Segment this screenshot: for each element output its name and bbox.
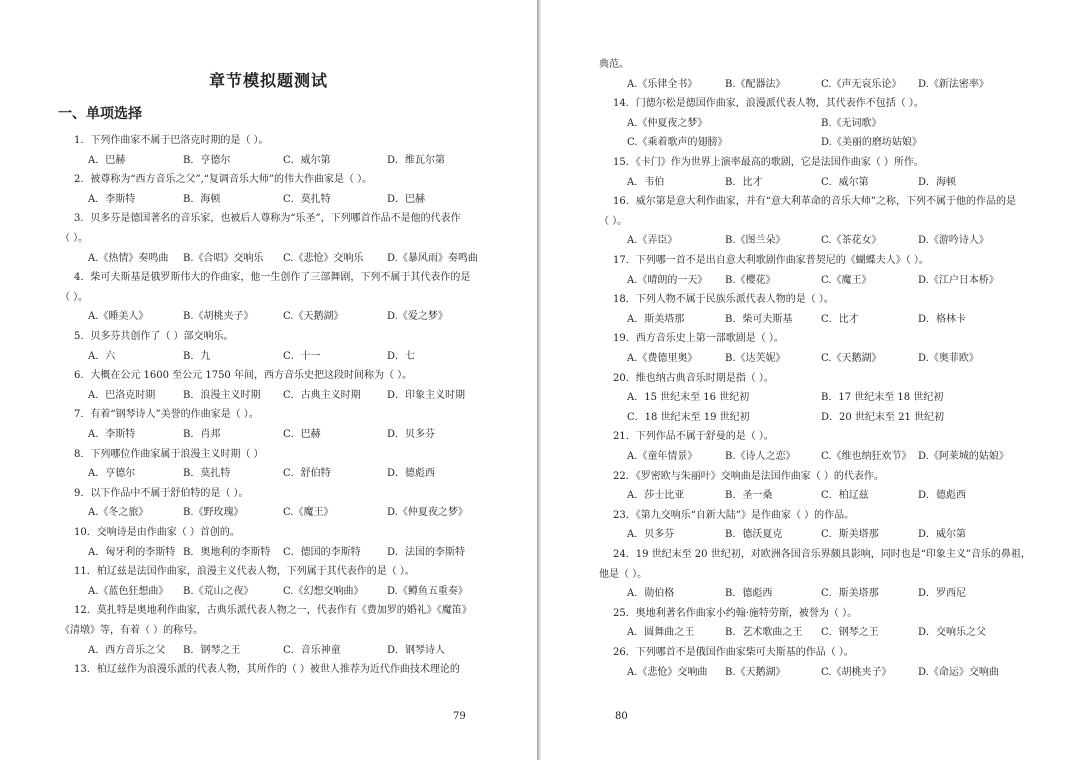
question-text: 25．奥地利著名作曲家小约翰·施特劳斯，被誉为（ ）。 (613, 607, 858, 619)
answer-option: C.《魔王》 (821, 274, 872, 286)
answer-option: D.《新法密率》 (918, 78, 989, 90)
left-page (0, 0, 537, 760)
answer-option: C．柏辽兹 (821, 490, 869, 502)
question-text: 11．柏辽兹是法国作曲家，浪漫主义代表人物，下列属于其代表作的是（ ）。 (74, 566, 415, 578)
answer-option: D．贝多芬 (387, 429, 436, 440)
right-page (541, 0, 1080, 760)
answer-option: B．奥地利的李斯特 (183, 546, 271, 558)
answer-option: A．圆舞曲之王 (627, 627, 695, 639)
answer-option: B.《合唱》交响乐 (183, 252, 264, 264)
answer-option: D.《阿莱城的姑娘》 (918, 451, 1009, 462)
question-continuation: 他是（ ）。 (599, 568, 648, 580)
answer-option: C．钢琴之王 (821, 627, 879, 639)
answer-option: A．巴赫 (88, 154, 126, 166)
answer-option: A．15 世纪末至 16 世纪初 (627, 392, 750, 404)
answer-option: B．德沃夏克 (725, 529, 783, 541)
answer-option: B.《荒山之夜》 (183, 585, 254, 597)
page-title: 章节模拟题测试 (208, 71, 328, 90)
answer-option: C．十一 (283, 350, 321, 362)
question-text: 16．威尔第是意大利作曲家，并有“意大利革命的音乐大师”之称，下列不属于他的作品的是 (613, 196, 1016, 208)
answer-option: C．舒伯特 (283, 468, 331, 480)
answer-option: C.《天鹅湖》 (283, 311, 344, 323)
answer-option: C.《维也纳狂欢节》 (821, 451, 912, 462)
question-text: 14．门德尔松是德国作曲家，浪漫派代表人物，其代表作不包括（ ）。 (613, 98, 924, 110)
answer-option: A．莎士比亚 (627, 490, 685, 502)
question-text: 21．下列作品不属于舒曼的是（ ）。 (613, 431, 774, 443)
answer-option: B.《天鹅湖》 (725, 666, 786, 678)
section-title: 一、单项选择 (58, 106, 142, 122)
answer-option: A.《费德里奥》 (627, 353, 698, 364)
answer-option: D．20 世纪末至 21 世纪初 (821, 411, 945, 423)
answer-option: D．法国的李斯特 (387, 546, 466, 558)
answer-option: A．李斯特 (88, 193, 136, 205)
answer-option: B．肖邦 (183, 429, 221, 440)
answer-option: B．钢琴之王 (183, 644, 241, 656)
answer-option: C．巴赫 (283, 429, 321, 440)
question-continuation: （ ）。 (60, 233, 89, 244)
question-continuation: （ ）。 (599, 215, 628, 227)
question-text: 4．柴可夫斯基是俄罗斯伟大的作曲家，他一生创作了三部舞剧，下列不属于其代表作的是 (74, 272, 471, 284)
answer-option: B.《无词歌》 (821, 117, 882, 129)
answer-option: C.《声无哀乐论》 (821, 78, 902, 90)
answer-option: D．罗西尼 (918, 588, 967, 600)
answer-option: D．钢琴诗人 (387, 644, 446, 656)
question-text: 6．大概在公元 1600 至公元 1750 年间，西方音乐史把这段时间称为（ ）。 (74, 370, 413, 382)
answer-option: D．巴赫 (387, 193, 426, 205)
question-text: 20．维也纳古典音乐时期是指（ ）。 (613, 372, 774, 384)
answer-option: C.《茶花女》 (821, 235, 882, 247)
answer-option: A．西方音乐之父 (88, 644, 166, 656)
question-text: 7．有着“钢琴诗人”美誉的作曲家是（ ）。 (74, 409, 259, 421)
answer-option: C．威尔第 (283, 154, 331, 166)
answer-option: A．匈牙利的李斯特 (88, 546, 176, 558)
answer-option: D.《鳟鱼五重奏》 (387, 585, 468, 597)
answer-option: B．九 (183, 350, 211, 362)
answer-option: C.《幻想交响曲》 (283, 585, 364, 597)
answer-option: D．维瓦尔第 (387, 154, 446, 166)
answer-option: A．李斯特 (88, 429, 136, 440)
answer-option: A.《冬之旅》 (88, 507, 149, 519)
answer-option: C．18 世纪末至 19 世纪初 (627, 411, 750, 423)
answer-option: D.《江户日本桥》 (918, 274, 999, 286)
answer-option: D.《美丽的磨坊姑娘》 (821, 137, 922, 149)
question-text: 5．贝多芬共创作了（ ）部交响乐。 (74, 331, 234, 342)
answer-option: B．浪漫主义时期 (183, 389, 261, 401)
answer-option: A.《仲夏夜之梦》 (627, 117, 708, 129)
answer-option: D．七 (387, 350, 416, 362)
answer-option: C．音乐神童 (283, 644, 341, 656)
answer-option: C．德国的李斯特 (283, 546, 361, 558)
question-text: 18．下列人物不属于民族乐派代表人物的是（ ）。 (613, 294, 834, 306)
answer-option: D．德彪西 (387, 468, 436, 480)
answer-option: C．古典主义时期 (283, 389, 361, 401)
question-text: 19．西方音乐史上第一部歌剧是（ ）。 (613, 333, 784, 345)
question-continuation: 典范。 (599, 59, 629, 70)
question-continuation: 《清墩》等，有着（ ）的称号。 (60, 625, 204, 636)
answer-option: B.《樱花》 (725, 274, 776, 286)
answer-option: A.《悲怆》交响曲 (627, 666, 708, 678)
answer-option: C.《胡桃夹子》 (821, 666, 892, 678)
answer-option: B．莫扎特 (183, 468, 231, 480)
answer-option: B．亨德尔 (183, 154, 231, 166)
question-text: 26．下列哪首不是俄国作曲家柴可夫斯基的作品（ ）。 (613, 647, 854, 658)
question-text: 8．下列哪位作曲家属于浪漫主义时期（ ） (74, 448, 264, 460)
answer-option: A．勋伯格 (627, 588, 675, 600)
answer-option: D.《暴风雨》奏鸣曲 (387, 252, 478, 264)
question-text: 12．莫扎特是奥地利作曲家，古典乐派代表人物之一，代表作有《费加罗的婚礼》《魔笛》 (74, 605, 472, 617)
answer-option: A.《热情》奏鸣曲 (88, 252, 169, 264)
answer-option: A．斯美塔那 (627, 313, 685, 325)
question-text: 22．《罗密欧与朱丽叶》交响曲是法国作曲家（ ）的代表作。 (613, 470, 884, 482)
answer-option: B.《配器法》 (725, 78, 786, 90)
answer-option: A．巴洛克时期 (88, 389, 156, 401)
answer-option: C.《悲怆》交响乐 (283, 252, 364, 264)
question-text: 3．贝多芬是德国著名的音乐家，也被后人尊称为“乐圣”，下列哪首作品不是他的代表作 (74, 213, 461, 225)
answer-option: C．莫扎特 (283, 193, 331, 205)
answer-option: A．六 (88, 350, 116, 362)
answer-option: B．艺术歌曲之王 (725, 627, 803, 639)
question-text: 23．《第九交响乐“自新大陆”》是作曲家（ ）的作品。 (613, 509, 855, 521)
answer-option: D．海顿 (918, 176, 957, 188)
answer-option: D.《游吟诗人》 (918, 235, 989, 247)
answer-option: C．威尔第 (821, 176, 869, 188)
answer-option: D．印象主义时期 (387, 389, 466, 401)
answer-option: A.《乐律全书》 (627, 78, 698, 90)
answer-option: A.《蓝色狂想曲》 (88, 585, 169, 597)
answer-option: D．威尔第 (918, 529, 967, 541)
answer-option: B.《达芙妮》 (725, 353, 786, 364)
question-text: 17．下列哪一首不是出自意大利歌剧作曲家普契尼的《蝴蝶夫人》（ ）。 (613, 255, 929, 266)
question-text: 9．以下作品中不属于舒伯特的是（ ）。 (74, 487, 249, 499)
question-text: 15．《卡门》作为世界上演率最高的歌剧，它是法国作曲家（ ）所作。 (613, 157, 924, 168)
answer-option: D.《命运》交响曲 (918, 666, 999, 678)
answer-option: C．斯美塔那 (821, 588, 879, 600)
answer-option: C.《乘着歌声的翅膀》 (627, 137, 728, 149)
page-number-right: 80 (615, 711, 628, 722)
answer-option: B.《诗人之恋》 (725, 451, 796, 462)
answer-option: B．比才 (725, 176, 763, 188)
answer-option: B.《图兰朵》 (725, 235, 786, 247)
answer-option: D．交响乐之父 (918, 627, 987, 639)
question-text: 10．交响诗是由作曲家（ ）首创的。 (74, 527, 240, 538)
answer-option: A．贝多芬 (627, 529, 675, 541)
answer-option: D．德彪西 (918, 490, 967, 502)
answer-option: A．韦伯 (627, 176, 665, 188)
question-text: 13．柏辽兹作为浪漫乐派的代表人物，其所作的（ ）被世人推荐为近代作曲技术理论的 (74, 664, 460, 676)
answer-option: A．亨德尔 (88, 468, 136, 480)
page-number-left: 79 (453, 711, 466, 722)
question-text: 1．下列作曲家不属于巴洛克时期的是（ ）。 (74, 135, 269, 146)
answer-option: D.《仲夏夜之梦》 (387, 507, 468, 519)
answer-option: A.《童年情景》 (627, 451, 698, 462)
answer-option: B．柴可夫斯基 (725, 313, 793, 325)
question-text: 2．被尊称为“西方音乐之父”,“复调音乐大师”的伟大作曲家是（ ）。 (74, 174, 373, 186)
answer-option: C．比才 (821, 313, 859, 325)
answer-option: C．斯美塔那 (821, 529, 879, 541)
answer-option: A.《弄臣》 (627, 235, 678, 247)
answer-option: C.《魔王》 (283, 507, 334, 519)
answer-option: D．格林卡 (918, 313, 967, 325)
answer-option: B．德彪西 (725, 588, 773, 600)
answer-option: B.《胡桃夹子》 (183, 311, 254, 323)
answer-option: B.《野玫瑰》 (183, 507, 244, 519)
answer-option: D.《奥菲欧》 (918, 353, 979, 364)
answer-option: B．圣一桑 (725, 490, 773, 502)
answer-option: A.《晴朗的一天》 (627, 274, 708, 286)
question-continuation: （ ）。 (60, 291, 89, 303)
answer-option: D.《爱之梦》 (387, 311, 448, 323)
answer-option: A.《睡美人》 (88, 311, 149, 323)
answer-option: C.《天鹅湖》 (821, 353, 882, 364)
answer-option: B．海顿 (183, 193, 221, 205)
question-text: 24．19 世纪末至 20 世纪初，对欧洲各国音乐界颇具影响，同时也是“印象主义”音乐的鼻祖， (613, 549, 1031, 560)
answer-option: B．17 世纪末至 18 世纪初 (821, 392, 944, 404)
